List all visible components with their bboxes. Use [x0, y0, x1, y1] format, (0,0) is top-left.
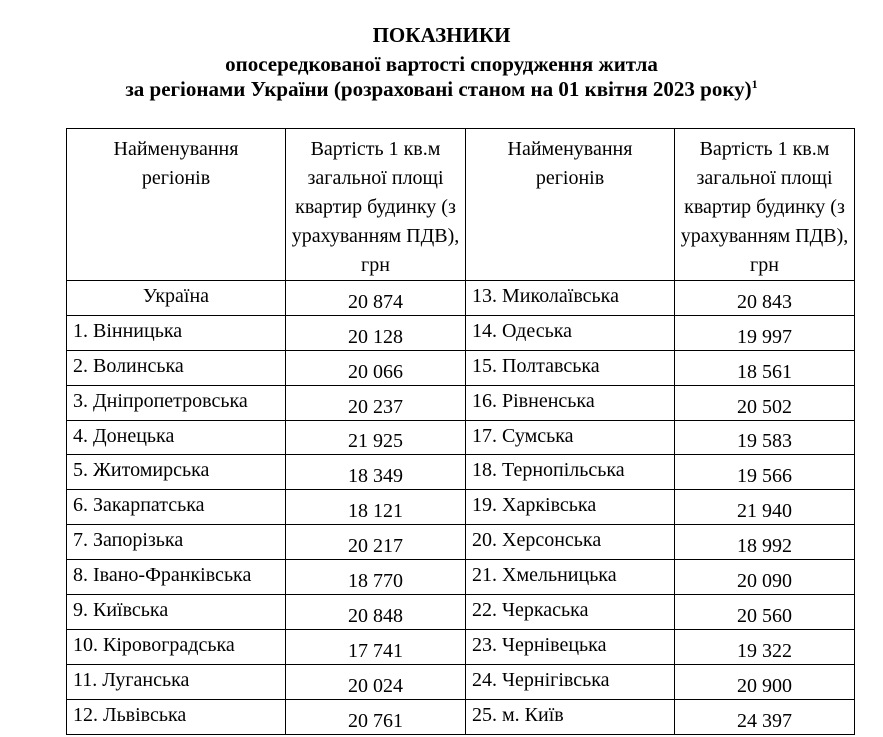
region-name-cell: 11. Луганська [67, 664, 286, 699]
region-name-cell: 19. Харківська [466, 490, 675, 525]
cost-value-cell: 20 843 [675, 281, 855, 316]
table-header-row [67, 129, 855, 281]
table-row [67, 315, 855, 350]
cost-value-cell: 18 121 [286, 490, 466, 525]
region-name-cell: 20. Херсонська [466, 525, 675, 560]
region-name-cell: 17. Сумська [466, 420, 675, 455]
table-row [67, 350, 855, 385]
cost-value-cell: 20 128 [286, 315, 466, 350]
header-region-right: Найменування регіонів [466, 129, 675, 281]
header-cost-left: Вартість 1 кв.м загальної площі квартир будинку (з урахуванням ПДВ), грн [286, 129, 466, 281]
region-name-cell: 3. Дніпропетровська [67, 385, 286, 420]
document-subtitle: опосередкованої вартості спорудження житла [225, 52, 658, 76]
table-row [67, 664, 855, 699]
cost-value-cell: 17 741 [286, 629, 466, 664]
header-cost-right: Вартість 1 кв.м загальної площі квартир будинку (з урахуванням ПДВ), грн [675, 129, 855, 281]
region-name-cell: 23. Чернівецька [466, 629, 675, 664]
region-name-cell: 15. Полтавська [466, 350, 675, 385]
region-name-cell: Україна [67, 281, 286, 316]
region-name-cell: 13. Миколаївська [466, 281, 675, 316]
cost-value-cell: 18 561 [675, 350, 855, 385]
cost-value-cell: 21 940 [675, 490, 855, 525]
region-name-cell: 9. Київська [67, 595, 286, 630]
document-title: ПОКАЗНИКИ [372, 23, 511, 47]
cost-value-cell: 20 090 [675, 560, 855, 595]
table-body [67, 281, 855, 735]
table-row [67, 281, 855, 316]
cost-value-cell: 20 502 [675, 385, 855, 420]
footnote-marker: 1 [751, 77, 758, 91]
table-row [67, 385, 855, 420]
table-row [67, 595, 855, 630]
region-name-cell: 14. Одеська [466, 315, 675, 350]
region-name-cell: 10. Кіровоградська [67, 629, 286, 664]
cost-value-cell: 20 900 [675, 664, 855, 699]
table-row [67, 525, 855, 560]
document-subtitle-date [0, 76, 883, 102]
region-name-cell: 2. Волинська [67, 350, 286, 385]
table-row [67, 629, 855, 664]
cost-value-cell: 21 925 [286, 420, 466, 455]
cost-value-cell: 18 349 [286, 455, 466, 490]
cost-value-cell: 19 566 [675, 455, 855, 490]
region-name-cell: 12. Львівська [67, 699, 286, 734]
header-region-left: Найменування регіонів [67, 129, 286, 281]
table-row [67, 560, 855, 595]
cost-value-cell: 24 397 [675, 699, 855, 734]
cost-value-cell: 20 848 [286, 595, 466, 630]
table-row [67, 699, 855, 734]
cost-value-cell: 18 770 [286, 560, 466, 595]
cost-value-cell: 20 560 [675, 595, 855, 630]
table-row [67, 490, 855, 525]
region-name-cell: 1. Вінницька [67, 315, 286, 350]
cost-value-cell: 20 761 [286, 699, 466, 734]
region-name-cell: 22. Черкаська [466, 595, 675, 630]
table-row [67, 420, 855, 455]
region-name-cell: 16. Рівненська [466, 385, 675, 420]
cost-value-cell: 18 992 [675, 525, 855, 560]
region-name-cell: 21. Хмельницька [466, 560, 675, 595]
cost-value-cell: 19 322 [675, 629, 855, 664]
cost-value-cell: 20 217 [286, 525, 466, 560]
subtitle-date-text: за регіонами України (розраховані станом на 01 квітня 2023 року) [125, 77, 752, 101]
region-name-cell: 18. Тернопільська [466, 455, 675, 490]
regional-cost-table [66, 128, 855, 735]
cost-value-cell: 20 024 [286, 664, 466, 699]
cost-value-cell: 20 874 [286, 281, 466, 316]
table-row [67, 455, 855, 490]
cost-value-cell: 20 066 [286, 350, 466, 385]
region-name-cell: 6. Закарпатська [67, 490, 286, 525]
region-name-cell: 5. Житомирська [67, 455, 286, 490]
region-name-cell: 8. Івано-Франківська [67, 560, 286, 595]
cost-value-cell: 19 997 [675, 315, 855, 350]
region-name-cell: 24. Чернігівська [466, 664, 675, 699]
region-name-cell: 7. Запорізька [67, 525, 286, 560]
cost-value-cell: 19 583 [675, 420, 855, 455]
cost-value-cell: 20 237 [286, 385, 466, 420]
region-name-cell: 4. Донецька [67, 420, 286, 455]
region-name-cell: 25. м. Київ [466, 699, 675, 734]
